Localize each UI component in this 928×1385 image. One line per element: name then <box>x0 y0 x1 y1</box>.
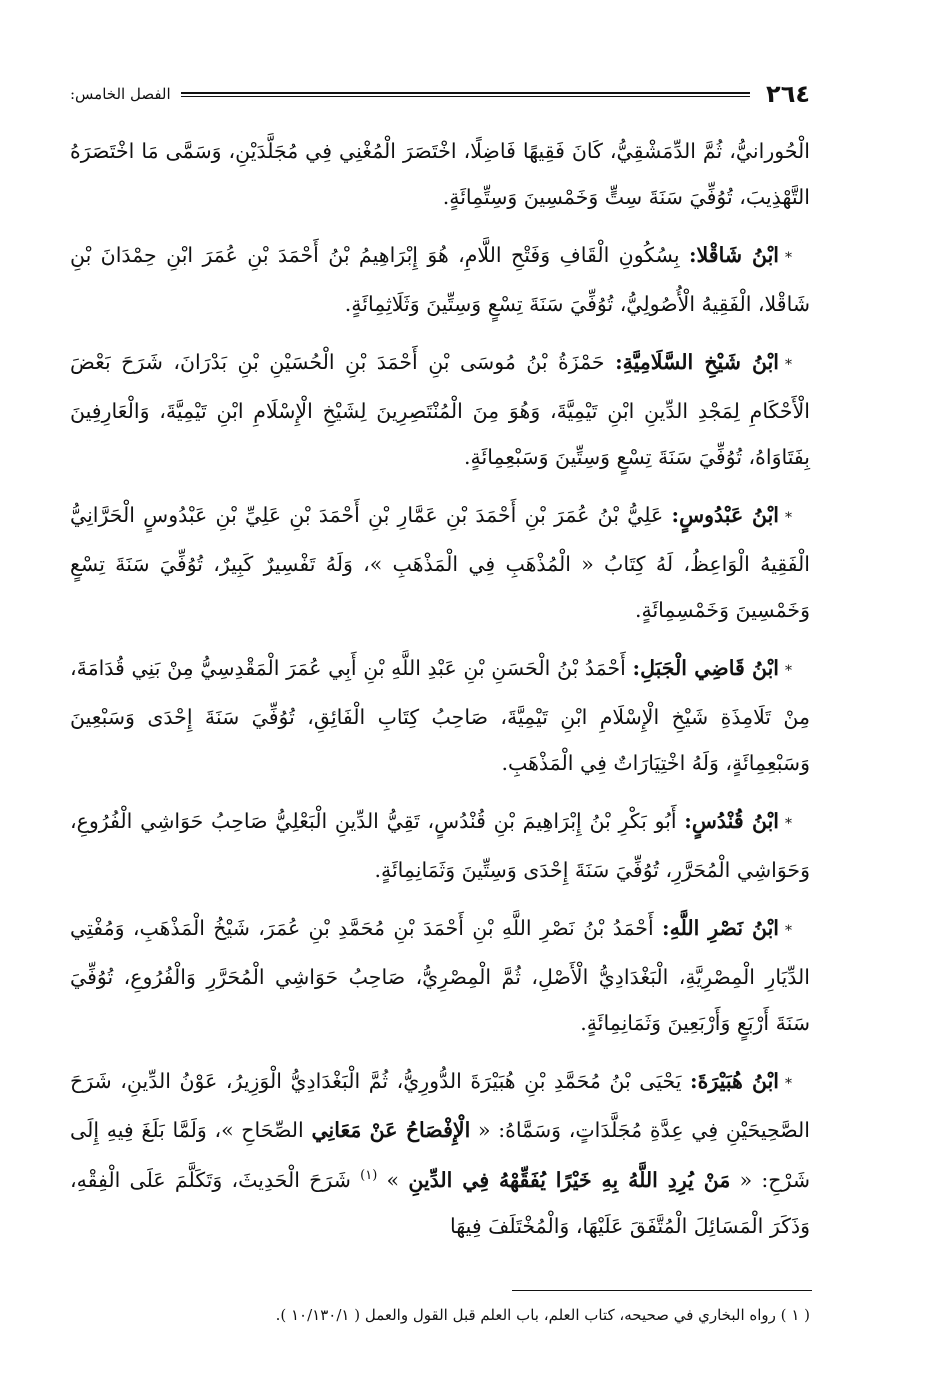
entry-text: بِسُكُونِ الْقَافِ وَفَتْحِ اللَّامِ، هُوَ إِبْرَاهِيمُ بْنُ أَحْمَدَ بْنِ عُمَرَ ابْنِ حِمْدَانَ بْنِ شَاقْلا، الْفَقِيهُ الْأُصُولِيُّ، تُوُفِّيَ سَنَةَ تِسْعٍ وَسِتِّينَ وَثَلَاثِمِائَةٍ. <box>70 243 810 316</box>
entry-name: ابْنُ قَاضِي الْجَبَلِ: <box>632 656 779 680</box>
entry-name: ابْنُ عَبْدُوسٍ: <box>671 503 779 527</box>
entry-text: حَمْزَةُ بْنُ مُوسَى بْنِ أَحْمَدَ بْنِ الْحُسَيْنِ بْنِ بَدْرَانَ، شَرَحَ بَعْضَ الْأَحْكَامِ لِمَجْدِ الدِّينِ ابْنِ تَيْمِيَّةَ، وَهُوَ مِنَ الْمُنْتَصِرِينَ لِشَيْخِ الْإِسْلَامِ ابْنِ تَيْمِيَّةَ، وَالْعَارِفِينَ بِفَتَاوَاهُ، تُوُفِّيَ سَنَةَ تِسْعٍ وَسِتِّينَ وَسَبْعِمِائَةٍ. <box>70 350 810 469</box>
footnote: ( ١ ) رواه البخاري في صحيحه، كتاب العلم، باب العلم قبل القول والعمل ( ١٠/١٣٠/١ ). <box>275 1306 810 1324</box>
entry-text: أَبُو بَكْرِ بْنُ إِبْرَاهِيمَ بْنِ قُنْدُسٍ، تَقِيُّ الدِّينِ الْبَعْلِيُّ صَاحِبُ حَوَاشِي الْفُرُوعِ، وَحَوَاشِي الْمُحَرَّرِ، تُوُفِّيَ سَنَةَ إِحْدَى وَسِتِّينَ وَثَمَانِمِائَةٍ. <box>70 809 810 882</box>
entry-ibn-shaykh-al-salamiyya <box>70 339 810 480</box>
entry-ibn-nasr-allah <box>70 905 810 1046</box>
entry-text: » <box>377 1167 409 1192</box>
entry-bullet: * <box>785 816 792 832</box>
entry-ibn-qadi-al-jabal <box>70 645 810 786</box>
entry-ibn-hubayra <box>70 1058 810 1249</box>
entry-bullet: * <box>785 357 793 373</box>
entry-bullet: * <box>785 663 792 679</box>
book-title: الْإِفْصَاحُ عَنْ مَعَانِي <box>311 1118 471 1142</box>
entry-text: الصِّحَاحِ »، وَلَمَّا بَلَغَ فِيهِ إِلَى شَرْحِ: « <box>70 1118 810 1192</box>
entry-name: ابْنُ نَصْرِ اللَّهِ: <box>662 916 779 940</box>
footnote-reference: (١) <box>360 1168 378 1183</box>
entry-name: ابْنُ شَيْخِ السَّلَامِيَّةِ: <box>615 350 780 374</box>
entry-bullet: * <box>785 1076 792 1092</box>
entry-name: ابْنُ هُبَيْرَةَ: <box>690 1069 779 1093</box>
page-body <box>70 128 810 1245</box>
page-number: ٢٦٤ <box>766 80 810 108</box>
entry-ibn-shaqla <box>70 232 810 327</box>
entry-name: ابْنُ شَاقْلا: <box>688 243 779 267</box>
header-rule <box>181 92 750 97</box>
entry-ibn-abdus <box>70 492 810 633</box>
entry-text: يَحْيَى بْنُ مُحَمَّدِ بْنِ هُبَيْرَةَ الدُّورِيُّ، ثُمَّ الْبَغْدَادِيُّ الْوَزِيرُ، عَوْنُ الدِّينِ، شَرَحَ الصَّحِيحَيْنِ فِي عِدَّةِ مُجَلَّدَاتٍ، وَسَمَّاهُ: « <box>70 1069 810 1142</box>
chapter-title: الفصل الخامس: <box>70 85 171 103</box>
entry-text: أَحْمَدُ بْنُ الْحَسَنِ بْنِ عَبْدِ اللَّهِ بْنِ أَبِي عُمَرَ الْمَقْدِسِيُّ مِنْ بَنِي قُدَامَةَ، مِنْ تَلَامِذَةِ شَيْخِ الْإِسْلَامِ ابْنِ تَيْمِيَّةَ، صَاحِبُ كِتَابِ الْفَائِقِ، تُوُفِّيَ سَنَةَ إِحْدَى وَسَبْعِينَ وَسَبْعِمِائَةٍ، وَلَهُ اخْتِيَارَاتٌ فِي الْمَذْهَبِ. <box>70 656 810 775</box>
entry-bullet: * <box>785 250 792 266</box>
hadith-quote: مَنْ يُرِدِ اللَّهُ بِهِ خَيْرًا يُفَقِّهْهُ فِي الدِّينِ <box>408 1167 731 1192</box>
entry-text: أَحْمَدُ بْنُ نَصْرِ اللَّهِ بْنِ أَحْمَدَ بْنِ مُحَمَّدِ بْنِ عُمَرَ، شَيْخُ الْمَذْهَبِ، وَمُفْتِي الدِّيَارِ الْمِصْرِيَّةِ، الْبَغْدَادِيُّ الْأَصْلِ، ثُمَّ الْمِصْرِيُّ، صَاحِبُ حَوَاشِي الْمُحَرَّرِ وَالْفُرُوعِ، تُوُفِّيَ سَنَةَ أَرْبَعٍ وَأَرْبَعِينَ وَثَمَانِمِائَةٍ. <box>70 916 810 1035</box>
page-header <box>70 78 810 110</box>
entry-name: ابْنُ قُنْدُسٍ: <box>684 809 779 833</box>
continuation-paragraph: الْحُورانيُّ، ثُمَّ الدِّمَشْقِيُّ، كَانَ فَقِيهًا فَاضِلًا، اخْتَصَرَ الْمُغْنِي فِي مُجَلَّدَيْنِ، وَسَمَّى مَا اخْتَصَرَهُ التَّهْذِيبَ، تُوُفِّيَ سَنَةَ سِتٍّ وَخَمْسِينَ وَسِتِّمِائَةٍ. <box>70 139 810 209</box>
entry-text: شَرَحَ الْحَدِيثَ، وَتَكَلَّمَ عَلَى الْفِقْهِ، وَذَكَرَ الْمَسَائِلَ الْمُتَّفَقَ عَلَيْهَا، وَالْمُخْتَلَفَ فِيهَا <box>70 1167 810 1238</box>
entry-text: عَلِيُّ بْنُ عُمَرَ بْنِ أَحْمَدَ بْنِ عَمَّارِ بْنِ أَحْمَدَ بْنِ عَلِيِّ بْنِ عَبْدُوسٍ الْحَرَّانِيُّ الْفَقِيهُ الْوَاعِظُ، لَهُ كِتَابُ « الْمُذْهَبِ فِي الْمَذْهَبِ »، وَلَهُ تَفْسِيرٌ كَبِيرٌ، تُوُفِّيَ سَنَةَ تِسْعٍ وَخَمْسِينَ وَخَمْسِمِائَةٍ. <box>70 503 810 622</box>
entry-bullet: * <box>785 923 792 939</box>
footnote-separator <box>512 1290 812 1291</box>
entry-ibn-qundus <box>70 798 810 893</box>
entry-bullet: * <box>785 510 792 526</box>
